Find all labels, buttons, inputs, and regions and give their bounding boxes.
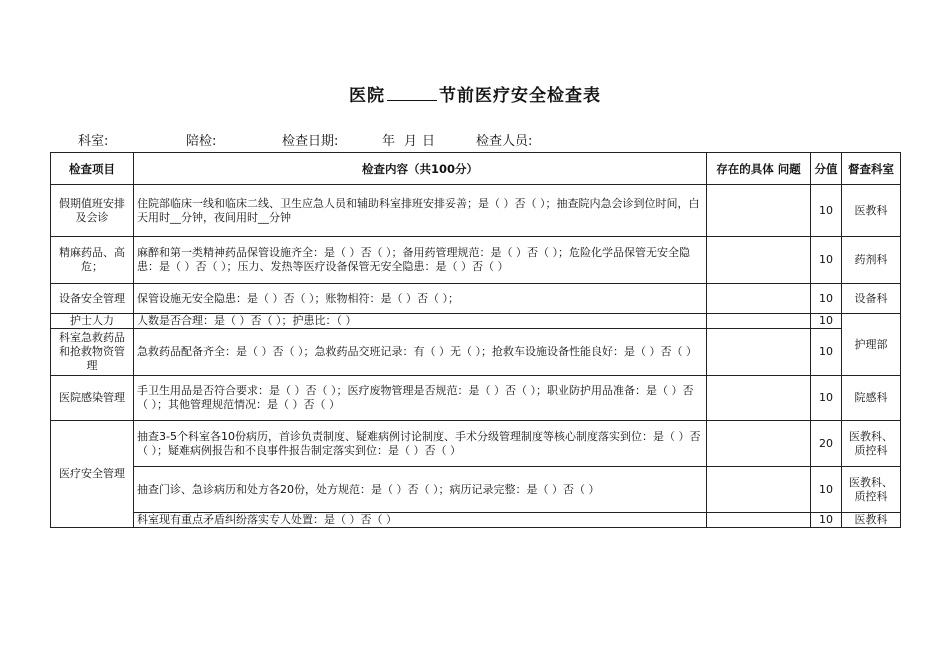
- row-content: 手卫生用品是否符合要求：是（ ）否（ ）；医疗废物管理是否规范：是（ ）否（ ）；职业防护用品准备：是（ ）否（ ）；其他管理规范情况：是（ ）否（ ）: [134, 376, 707, 421]
- row-item: 科室急救药品和抢救物资管理: [51, 329, 134, 376]
- row-dept: 院感科: [842, 376, 901, 421]
- row-content: 麻醉和第一类精神药品保管设施齐全：是（ ）否（ ）；备用药管理规范：是（ ）否（ ）；危险化学品保管无安全隐患：是（ ）否（ ）；压力、发热等医疗设备保管无安全隐患：是（ ）否（ ）: [134, 237, 707, 284]
- meta-month: 月: [404, 134, 418, 149]
- row-content: 住院部临床一线和临床二线、卫生应急人员和辅助科室排班安排妥善；是（ ）否（ ）；抽查院内急会诊到位时间，白天用时__分钟，夜间用时__分钟: [134, 185, 707, 237]
- row-problem[interactable]: [707, 376, 811, 421]
- meta-accompany: 陪检:: [186, 134, 217, 149]
- meta-date: 检查日期:: [282, 134, 339, 149]
- header-content: 检查内容（共100分）: [134, 153, 707, 185]
- row-score: 10: [811, 237, 842, 284]
- meta-inspector: 检查人员:: [476, 134, 533, 149]
- row-problem[interactable]: [707, 513, 811, 528]
- row-problem[interactable]: [707, 421, 811, 467]
- row-content: 急救药品配备齐全：是（ ）否（ ）；急救药品交班记录：有（ ）无（ ）；抢救车设施设备性能良好：是（ ）否（ ）: [134, 329, 707, 376]
- row-item: 精麻药品、高危；: [51, 237, 134, 284]
- row-item: 护士人力: [51, 314, 134, 329]
- row-content: 保管设施无安全隐患：是（ ）否（ ）；账物相符：是（ ）否（ ）；: [134, 284, 707, 314]
- table-row: [51, 513, 901, 528]
- table-row: [51, 329, 901, 376]
- row-score: 10: [811, 467, 842, 513]
- table-row: [51, 314, 901, 329]
- header-item: 检查项目: [51, 153, 134, 185]
- row-item: 假期值班安排及会诊: [51, 185, 134, 237]
- table-row: [51, 467, 901, 513]
- row-content: 抽查3-5个科室各10份病历，首诊负责制度、疑难病例讨论制度、手术分级管理制度等核心制度落实到位：是（ ）否（ ）；疑难病例报告和不良事件报告制定落实到位：是（ ）否（ ）: [134, 421, 707, 467]
- row-problem[interactable]: [707, 314, 811, 329]
- page-title: [0, 81, 950, 106]
- row-problem[interactable]: [707, 185, 811, 237]
- row-score: 10: [811, 314, 842, 329]
- row-content: 抽查门诊、急诊病历和处方各20份，处方规范：是（ ）否（ ）；病历记录完整：是（ ）否（ ）: [134, 467, 707, 513]
- row-problem[interactable]: [707, 237, 811, 284]
- row-item: 医疗安全管理: [51, 421, 134, 528]
- row-dept: 药剂科: [842, 237, 901, 284]
- title-prefix: 医院: [349, 86, 385, 106]
- row-item: 设备安全管理: [51, 284, 134, 314]
- meta-day: 日: [422, 134, 436, 149]
- meta-department: 科室:: [78, 134, 109, 149]
- title-suffix: 节前医疗安全检查表: [439, 86, 601, 106]
- header-problem: 存在的具体 问题: [707, 153, 811, 185]
- inspection-table: [50, 152, 901, 528]
- table-row: [51, 185, 901, 237]
- table-row: [51, 284, 901, 314]
- table-row: [51, 421, 901, 467]
- row-score: 10: [811, 284, 842, 314]
- row-content: 科室现有重点矛盾纠纷落实专人处置：是（ ）否（ ）: [134, 513, 707, 528]
- table-header-row: [51, 153, 901, 185]
- row-dept: 护理部: [842, 314, 901, 376]
- table-row: [51, 376, 901, 421]
- row-score: 20: [811, 421, 842, 467]
- row-item: 医院感染管理: [51, 376, 134, 421]
- row-problem[interactable]: [707, 467, 811, 513]
- row-dept: 医教科: [842, 513, 901, 528]
- row-score: 10: [811, 329, 842, 376]
- row-dept: 医教科: [842, 185, 901, 237]
- row-problem[interactable]: [707, 284, 811, 314]
- row-score: 10: [811, 185, 842, 237]
- row-problem[interactable]: [707, 329, 811, 376]
- form-meta: [78, 130, 532, 149]
- header-dept: 督查科室: [842, 153, 901, 185]
- meta-year: 年: [382, 134, 396, 149]
- row-score: 10: [811, 376, 842, 421]
- row-score: 10: [811, 513, 842, 528]
- row-dept: 医教科、质控科: [842, 421, 901, 467]
- header-score: 分值: [811, 153, 842, 185]
- row-dept: 医教科、质控科: [842, 467, 901, 513]
- table-row: [51, 237, 901, 284]
- title-blank: [387, 86, 437, 101]
- row-content: 人数是否合理：是（ ）否（ ）；护患比：（ ）: [134, 314, 707, 329]
- row-dept: 设备科: [842, 284, 901, 314]
